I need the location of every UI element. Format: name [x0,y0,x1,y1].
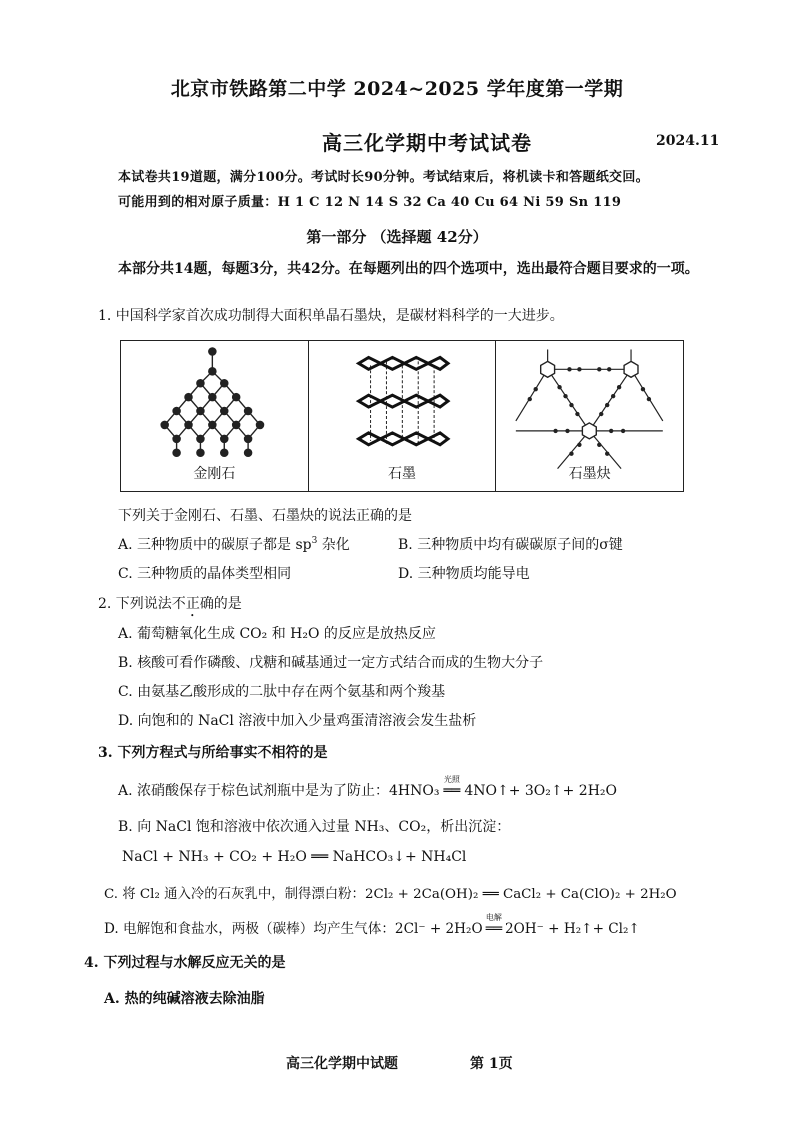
question-2-stem: 2. 下列说法不正确的是 [98,596,242,612]
question-1-option-b: B. 三种物质中均有碳碳原子间的σ键 [398,537,623,553]
diamond-panel [121,341,309,491]
question-2-option-c: C. 由氨基乙酸形成的二肽中存在两个氨基和两个羧基 [118,684,446,700]
electrolysis-condition-label: 电解 [485,913,502,922]
page-number: 第 1页 [470,1056,513,1072]
carbon-structures-figure [120,340,684,492]
graphdiyne-caption: 石墨炔 [568,466,611,482]
question-4-stem: 4. 下列过程与水解反应无关的是 [84,955,286,971]
school-title: 北京市铁路第二中学 2024~2025 学年度第一学期 [170,78,624,100]
exam-title: 高三化学期中考试试卷 [322,131,532,155]
question-1-option-c: C. 三种物质的晶体类型相同 [118,566,292,582]
question-3-option-a: A. 浓硝酸保存于棕色试剂瓶中是为了防止：4HNO₃ 光照 ══ 4NO↑+ 3O₂↑+ 2H₂O [118,775,617,799]
graphite-caption: 石墨 [388,466,416,482]
question-1-option-a: A. 三种物质中的碳原子都是 $sp^3$ 杂化 [118,536,350,553]
graphdiyne-panel [496,341,683,491]
exam-date: 2024.11 [656,133,720,149]
question-3-option-b-equation: NaCl + NH₃ + CO₂ + H₂O ══ NaHCO₃↓+ NH₄Cl [122,849,467,865]
exam-info-line-1: 本试卷共19道题，满分100分。考试时长90分钟。考试结束后，将机读卡和答题纸交回。 [118,170,649,185]
question-3-option-b: B. 向 NaCl 饱和溶液中依次通入过量 NH₃、CO₂，析出沉淀： [118,819,511,835]
graphite-panel [309,341,497,491]
light-condition-label: 光照 [443,775,460,784]
question-2-option-a: A. 葡萄糖氧化生成 CO₂ 和 H₂O 的反应是放热反应 [118,626,436,642]
question-2-option-d: D. 向饱和的 NaCl 溶液中加入少量鸡蛋清溶液会发生盐析 [118,713,477,729]
question-2-option-b: B. 核酸可看作磷酸、戊糖和碱基通过一定方式结合而成的生物大分子 [118,655,544,671]
question-3-stem: 3. 下列方程式与所给事实不相符的是 [98,745,328,761]
footer-title: 高三化学期中试题 [286,1056,398,1072]
part-one-intro: 本部分共14题，每题3分，共42分。在每题列出的四个选项中，选出最符合题目要求的一项。 [118,261,699,277]
question-4-option-a: A. 热的纯碱溶液去除油脂 [104,991,265,1007]
question-1-stem: 1. 中国科学家首次成功制得大面积单晶石墨炔，是碳材料科学的一大进步。 [98,308,564,324]
diamond-caption: 金刚石 [193,466,236,482]
question-1-prompt: 下列关于金刚石、石墨、石墨炔的说法正确的是 [118,508,412,524]
exam-info-line-2: 可能用到的相对原子质量：H 1 C 12 N 14 S 32 Ca 40 Cu 64 Ni 59 Sn 119 [118,195,622,210]
part-one-title: 第一部分 （选择题 42分） [306,228,488,246]
question-1-option-d: D. 三种物质均能导电 [398,566,530,582]
question-3-option-c: C. 将 Cl₂ 通入冷的石灰乳中，制得漂白粉：2Cl₂ + 2Ca(OH)₂ ══ CaCl₂ + Ca(ClO)₂ + 2H₂O [104,887,677,902]
question-3-option-d: D. 电解饱和食盐水，两极（碳棒）均产生气体：2Cl⁻ + 2H₂O 电解 ══ 2OH⁻ + H₂↑+ Cl₂↑ [104,913,640,937]
